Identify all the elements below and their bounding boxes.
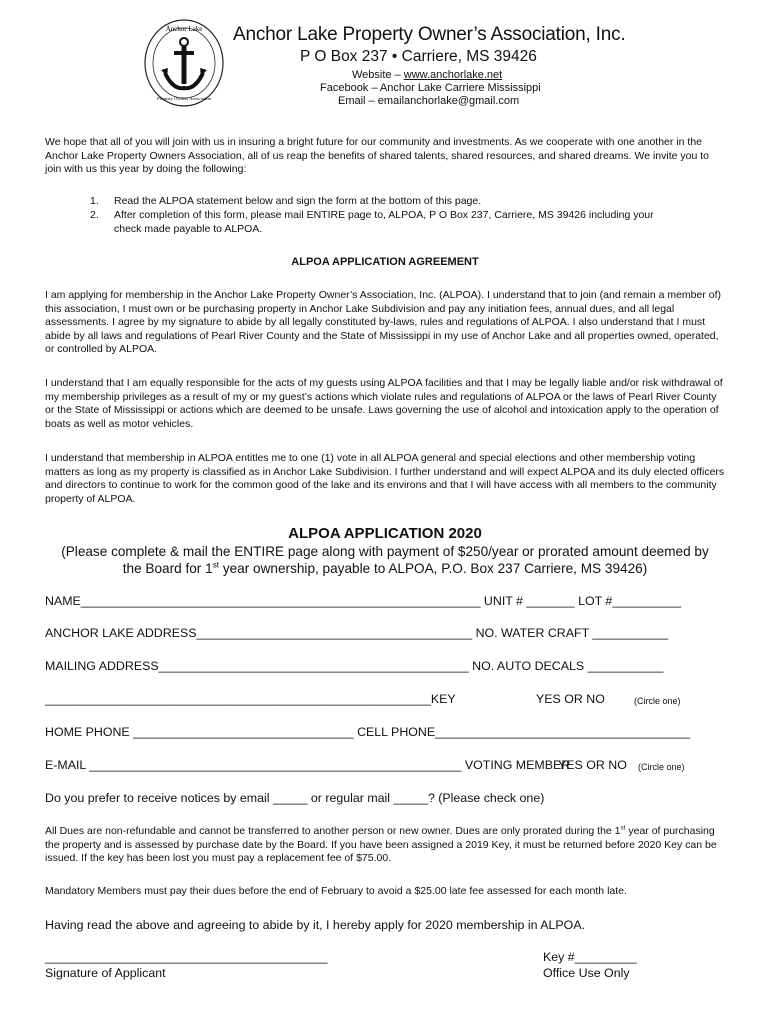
key-circle-one-note: (Circle one) (634, 696, 681, 706)
logo-bottom-text: Property Owners Association (157, 96, 211, 101)
website-line (352, 69, 502, 81)
logo-top-text: Anchor Lake (165, 25, 203, 33)
anchor-icon (161, 38, 207, 88)
facebook-line: Facebook – Anchor Lake Carriere Mississippi (320, 82, 541, 94)
application-subtitle-line-1: (Please complete & mail the ENTIRE page along with payment of $250/year or prorated amount deemed by (61, 544, 709, 559)
agreement-paragraph-1: I am applying for membership in the Anchor Lake Property Owner’s Association, Inc. (ALPOA). I understand that to join (and remain a member of) this association, I must own or be purchasing property in Anchor Lake Subdivision and pay any initiation fees, annual dues, and all legal assessments. I agree by my signature to abide by all legally constituted by-laws, rules and regulations of ALPOA. I also understand that I must abide by all laws and regulations of Pearl River County and the State of Mississippi in my use of Anchor Lake and all properties owned, operated, or controlled by ALPOA. (45, 289, 722, 356)
agreement-paragraph-3: I understand that membership in ALPOA entitles me to one (1) vote in all ALPOA general and special elections and other membership voting matters as long as my property is classified as in Anchor Lake Subdivision. I further understand and will expect ALPOA and its duly elected officers and directors to continue to work for the common good of the lake and its environs and that I will have access with all members to the community property of ALPOA. (45, 452, 725, 505)
name-unit-lot-field[interactable]: NAME__________________________________________________________ UNIT # _______ LOT #__________ (45, 594, 682, 608)
signature-line[interactable]: _________________________________________ (45, 950, 328, 964)
mandatory-members-note: Mandatory Members must pay their dues before the end of February to avoid a $25.00 late fee assessed for each month late. (45, 885, 627, 897)
intro-paragraph: We hope that all of you will join with us in insuring a bright future for our community and investments. As we cooperate with one another in the Anchor Lake Property Owners Association, all of us reap the benefits of shared talents, shared resources, and shared dreams. We invite you to join with us this year by doing the following: (45, 136, 709, 176)
anchor-lake-logo (143, 18, 225, 108)
step-2-continuation: check made payable to ALPOA. (114, 222, 263, 235)
step-2 (90, 209, 710, 236)
office-key-field[interactable]: Key #_________ (543, 950, 637, 964)
agreement-statement: Having read the above and agreeing to abide by it, I hereby apply for 2020 membership in ALPOA. (45, 918, 586, 932)
step-1-text: Read the ALPOA statement below and sign the form at the bottom of this page. (114, 195, 482, 207)
phone-fields[interactable]: HOME PHONE ________________________________ CELL PHONE_____________________________________ (45, 725, 691, 739)
key-yes-no-options[interactable]: YES OR NO (536, 692, 605, 706)
mailing-autodecals-field[interactable]: MAILING ADDRESS_____________________________________________ NO. AUTO DECALS ___________ (45, 659, 664, 673)
signature-label: Signature of Applicant (45, 966, 166, 980)
voting-circle-one-note: (Circle one) (638, 762, 685, 772)
step-1-number: 1. (90, 195, 99, 207)
application-subtitle (40, 543, 730, 577)
office-use-label: Office Use Only (543, 966, 630, 980)
email-line: Email – emailanchorlake@gmail.com (338, 95, 520, 107)
address-watercraft-field[interactable]: ANCHOR LAKE ADDRESS________________________________________ NO. WATER CRAFT ___________ (45, 626, 669, 640)
key-line[interactable]: ________________________________________________________KEY (45, 692, 456, 706)
website-label: Website – (352, 69, 404, 81)
step-1 (90, 195, 710, 209)
dues-note: All Dues are non-refundable and cannot be transferred to another person or new owner. Dues are only prorated during the 1st year of purchasing the property and is assessed by purchase date by the Board. If you have been assigned a 2019 Key, it must be returned before 2020 Key can be issued. If the key has been lost you must pay a replacement fee of $75.00. (45, 824, 717, 865)
step-2-number: 2. (90, 209, 99, 221)
org-name: Anchor Lake Property Owner’s Association, Inc. (233, 24, 626, 45)
website-link[interactable]: www.anchorlake.net (403, 69, 503, 81)
step-2-text: After completion of this form, please mail ENTIRE page to, ALPOA, P O Box 237, Carriere, MS 39426 including your (114, 209, 654, 221)
application-title: ALPOA APPLICATION 2020 (288, 525, 482, 542)
org-address: P O Box 237 • Carriere, MS 39426 (300, 48, 537, 65)
email-voting-field[interactable]: E-MAIL ______________________________________________________ VOTING MEMBER (45, 758, 571, 772)
notice-preference-field[interactable]: Do you prefer to receive notices by email _____ or regular mail _____? (Please check one) (45, 791, 545, 805)
agreement-paragraph-2: I understand that I am equally responsible for the acts of my guests using ALPOA facilities and that I may be legally liable and/or risk withdrawal of my membership privileges as a result of my or my guest’s actions which violate rules and regulations of ALPOA or the laws of Pearl River County or the State of Mississippi or actions which are deemed to be unsafe. Laws governing the use of alcohol and intoxication apply to the operation of boats as well as motor vehicles. (45, 377, 723, 430)
application-subtitle-line-2: the Board for 1st year ownership, payable to ALPOA, P.O. Box 237 Carriere, MS 39426) (122, 560, 648, 576)
agreement-heading: ALPOA APPLICATION AGREEMENT (291, 256, 479, 268)
voting-yes-no-options[interactable]: YES OR NO (558, 758, 627, 772)
